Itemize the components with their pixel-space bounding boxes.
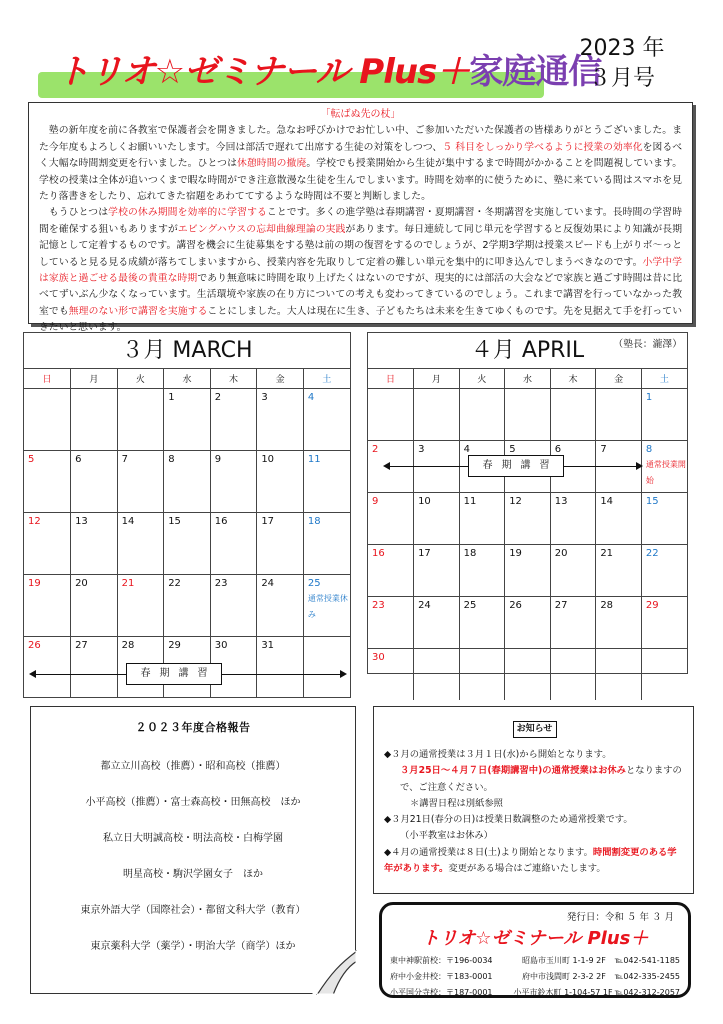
day-cell bbox=[71, 388, 118, 450]
calendar-march bbox=[23, 332, 351, 698]
spring-session-label: 春期講習 bbox=[126, 663, 222, 685]
list-item: 私立日大明誠高校・明法高校・白梅学園 bbox=[103, 833, 283, 844]
list-item: 都立立川高校（推薦）・昭和高校（推薦） bbox=[100, 761, 286, 772]
day-cell: 11 bbox=[303, 450, 350, 512]
day-number: 25 bbox=[307, 577, 321, 589]
day-cell: 21 bbox=[117, 574, 164, 636]
day-cell: 4 bbox=[459, 440, 505, 492]
weekday-header: 火 bbox=[117, 369, 164, 388]
day-cell: 16 bbox=[210, 512, 257, 574]
day-cell: 18 bbox=[303, 512, 350, 574]
day-cell: 17 bbox=[257, 512, 304, 574]
newsletter-title bbox=[56, 44, 601, 93]
list-item: 東京外語大学（国際社会）・都留文科大学（教育） bbox=[80, 905, 306, 916]
principal-message bbox=[28, 102, 693, 350]
day-cell: 9 bbox=[210, 450, 257, 512]
day-cell bbox=[596, 648, 642, 700]
page-curl-icon bbox=[311, 949, 357, 995]
day-cell: 15 bbox=[641, 492, 687, 544]
weekday-header: 土 bbox=[641, 369, 687, 388]
spring-session-label: 春期講習 bbox=[468, 455, 564, 477]
day-cell: 27 bbox=[550, 596, 596, 648]
day-cell: 29 bbox=[164, 636, 211, 698]
list-item: 東京薬科大学（薬学）・明治大学（商学）ほか bbox=[90, 941, 296, 952]
footer-logo: トリオ☆ゼミナール Plus＋ bbox=[421, 928, 649, 949]
title-subtitle: 家庭通信 bbox=[469, 52, 602, 92]
day-cell: 7 bbox=[117, 450, 164, 512]
calendar-title: ３月 MARCH bbox=[24, 333, 350, 369]
day-cell: 20 bbox=[71, 574, 118, 636]
message-paragraph-1: 塾の新年度を前に各教室で保護者会を開きました。急なお呼びかけでお忙しい中、ご参加いただいた保護者の皆様ありがとうございました。また今年度もよろしくお願いいたします。今回は部活で遅れて出席する生徒の対策をしつつ、５ 科目をしっかり学べるように授業の効率化を図るべく大幅な時間割変更を行いました。ひとつは休憩時間の撤廃。学校でも授業開始から生徒が集中するまで時間がかかることを問題視しています。学校の授業は全体が追いつくまで暇な時間ができ注意散漫な生徒を生んでしまいます。時間を効率的に使うために、塾に来ている間はスマホを見たり落書きをしたり、忘れてきた宿題をあわててするような時間は不要と判断しました。 bbox=[39, 125, 683, 203]
day-cell: 30 bbox=[368, 648, 414, 700]
calendar-grid bbox=[368, 369, 687, 700]
day-cell: 12 bbox=[24, 512, 71, 574]
weekday-header: 土 bbox=[303, 369, 350, 388]
notice-line: ◆４月の通常授業は８日(土)より開始となります。時間割変更のある学年があります。変更がある場合はご連絡いたします。 bbox=[384, 846, 677, 875]
day-cell bbox=[505, 388, 551, 440]
day-cell: 29 bbox=[641, 596, 687, 648]
day-cell: 4 bbox=[303, 388, 350, 450]
day-cell: 25 bbox=[459, 596, 505, 648]
day-cell: 11 bbox=[459, 492, 505, 544]
day-cell: 31 bbox=[257, 636, 304, 698]
day-cell: 23 bbox=[210, 574, 257, 636]
weekday-header: 日 bbox=[24, 369, 71, 388]
notice-line: ◆３月21日(春分の日)は授業日数調整のため通常授業です。 bbox=[384, 814, 633, 826]
day-cell: 23 bbox=[368, 596, 414, 648]
day-cell: 8 bbox=[164, 450, 211, 512]
day-cell: 14 bbox=[596, 492, 642, 544]
day-cell: 3 bbox=[414, 440, 460, 492]
day-cell-25 bbox=[303, 574, 350, 636]
weekday-header: 金 bbox=[257, 369, 304, 388]
exam-results-box bbox=[30, 706, 356, 994]
day-cell bbox=[24, 388, 71, 450]
weekday-header: 木 bbox=[210, 369, 257, 388]
day-note: 通常授業休み bbox=[307, 593, 348, 619]
publish-date: 発行日：令和 ５ 年 ３ 月 bbox=[566, 912, 674, 923]
day-cell bbox=[641, 648, 687, 700]
day-cell: 10 bbox=[257, 450, 304, 512]
notice-box bbox=[373, 706, 694, 894]
weekday-header: 火 bbox=[459, 369, 505, 388]
day-cell: 24 bbox=[414, 596, 460, 648]
day-cell bbox=[459, 388, 505, 440]
day-cell: 2 bbox=[368, 440, 414, 492]
weekday-header: 水 bbox=[164, 369, 211, 388]
day-cell: 26 bbox=[24, 636, 71, 698]
day-cell: 5 bbox=[505, 440, 551, 492]
day-cell bbox=[550, 648, 596, 700]
day-cell: 13 bbox=[550, 492, 596, 544]
day-note: 通常授業開始 bbox=[645, 459, 686, 485]
day-cell: 19 bbox=[505, 544, 551, 596]
day-cell: 28 bbox=[117, 636, 164, 698]
day-cell: 20 bbox=[550, 544, 596, 596]
day-cell bbox=[550, 388, 596, 440]
list-item: 小平高校（推薦）・富士森高校・田無高校 ほか bbox=[85, 797, 301, 808]
calendar-grid bbox=[24, 369, 350, 698]
day-cell: 27 bbox=[71, 636, 118, 698]
issue-month: ３月号 bbox=[588, 66, 655, 91]
message-signature: （塾長：瀧澤） bbox=[613, 338, 682, 350]
list-item: 明星高校・駒沢学園女子 ほか bbox=[123, 869, 263, 880]
day-cell: 21 bbox=[596, 544, 642, 596]
day-cell: 22 bbox=[641, 544, 687, 596]
issue-year: 2023 年 bbox=[579, 36, 665, 61]
branch-row: 小平国分寺校：〒187-0001 小平市鈴木町 1-104-57 1F ℡042-312-2057 bbox=[390, 988, 680, 997]
notice-line: （小平教室はお休み） bbox=[400, 830, 493, 842]
message-title: 「転ばぬ先の杖」 bbox=[320, 109, 401, 120]
day-cell bbox=[117, 388, 164, 450]
notice-line: ３月25日～４月７日(春期講習中)の通常授業はお休みとなりますので、ご注意ください。 bbox=[400, 765, 682, 793]
weekday-header: 木 bbox=[550, 369, 596, 388]
day-cell: 2 bbox=[210, 388, 257, 450]
day-cell: 19 bbox=[24, 574, 71, 636]
notice-title: お知らせ bbox=[513, 721, 557, 738]
notice-line: ◆３月の通常授業は３月１日(水)から開始となります。 bbox=[384, 749, 612, 760]
day-cell bbox=[596, 388, 642, 440]
day-cell: 9 bbox=[368, 492, 414, 544]
publisher-footer bbox=[379, 902, 691, 998]
day-cell: 3 bbox=[257, 388, 304, 450]
branch-row: 東中神駅前校：〒196-0034 昭島市玉川町 1-1-9 2F ℡042-541-1185 bbox=[390, 956, 680, 965]
weekday-header: 月 bbox=[71, 369, 118, 388]
calendar-april bbox=[367, 332, 688, 674]
weekday-header: 水 bbox=[505, 369, 551, 388]
day-cell: 5 bbox=[24, 450, 71, 512]
weekday-header: 月 bbox=[414, 369, 460, 388]
calendar-title: ４月 APRIL bbox=[368, 333, 687, 369]
day-cell bbox=[459, 648, 505, 700]
day-cell: 30 bbox=[210, 636, 257, 698]
day-cell: 1 bbox=[164, 388, 211, 450]
results-title: ２０２３年度合格報告 bbox=[135, 721, 251, 734]
day-cell bbox=[303, 636, 350, 698]
day-cell: 7 bbox=[596, 440, 642, 492]
day-cell: 1 bbox=[641, 388, 687, 440]
title-brand: トリオ☆ゼミナール Plus＋ bbox=[56, 52, 470, 92]
day-cell: 22 bbox=[164, 574, 211, 636]
day-cell: 24 bbox=[257, 574, 304, 636]
notice-line: ＊講習日程は別紙参照 bbox=[410, 797, 503, 809]
day-cell: 10 bbox=[414, 492, 460, 544]
day-cell: 18 bbox=[459, 544, 505, 596]
day-cell bbox=[505, 648, 551, 700]
weekday-header: 金 bbox=[596, 369, 642, 388]
day-cell: 12 bbox=[505, 492, 551, 544]
issue-date bbox=[572, 34, 672, 94]
day-cell: 6 bbox=[71, 450, 118, 512]
day-cell bbox=[414, 648, 460, 700]
day-cell: 26 bbox=[505, 596, 551, 648]
day-cell-8 bbox=[641, 440, 687, 492]
day-cell bbox=[368, 388, 414, 440]
day-cell bbox=[414, 388, 460, 440]
day-cell: 16 bbox=[368, 544, 414, 596]
message-paragraph-2: もうひとつは学校の休み期間を効率的に学習することです。多くの進学塾は春期講習・夏期講習・冬期講習を実施しています。長時間の学習時間を確保する狙いもありますがエビングハウスの忘却曲線理論の実践があります。毎日連続して同じ単元を学習すると反復効果により知識が長期記憶として定着するものです。講習を機会に生徒募集をする塾は前の期の復習をするのでしょうが、2学期3学期は授業スピードも上がりボ～っとしていると見る見る成績が落ちてしまいますから、授業内容を先取りして定着の難しい単元を集中的に叩き込んでしまうべきなのです。小学中学は家族と過ごせる最後の貴重な時期であり無意味に時間を取り上げたくはないのですが、現実的には部活の大会などで家族と過ごす時間は昔に比べてずいぶん少なくなっています。生活環境や家族の在り方についての考えも変わってきているのでしょう。これまで講習を行っていなかった教室でも無理のない形で講習を実施することにしました。大人は現在に生き、子どもたちは未来を生きてゆくものです。先を見据えて手を打っていきたいと思います。 bbox=[39, 207, 683, 334]
day-number: 8 bbox=[645, 443, 653, 455]
day-cell: 15 bbox=[164, 512, 211, 574]
results-list bbox=[31, 749, 355, 965]
weekday-header: 日 bbox=[368, 369, 414, 388]
branch-row: 府中小金井校：〒183-0001 府中市浅間町 2-3-2 2F ℡042-335-2455 bbox=[390, 972, 680, 981]
day-cell: 14 bbox=[117, 512, 164, 574]
day-cell: 28 bbox=[596, 596, 642, 648]
day-cell: 6 bbox=[550, 440, 596, 492]
day-cell: 13 bbox=[71, 512, 118, 574]
day-cell: 17 bbox=[414, 544, 460, 596]
